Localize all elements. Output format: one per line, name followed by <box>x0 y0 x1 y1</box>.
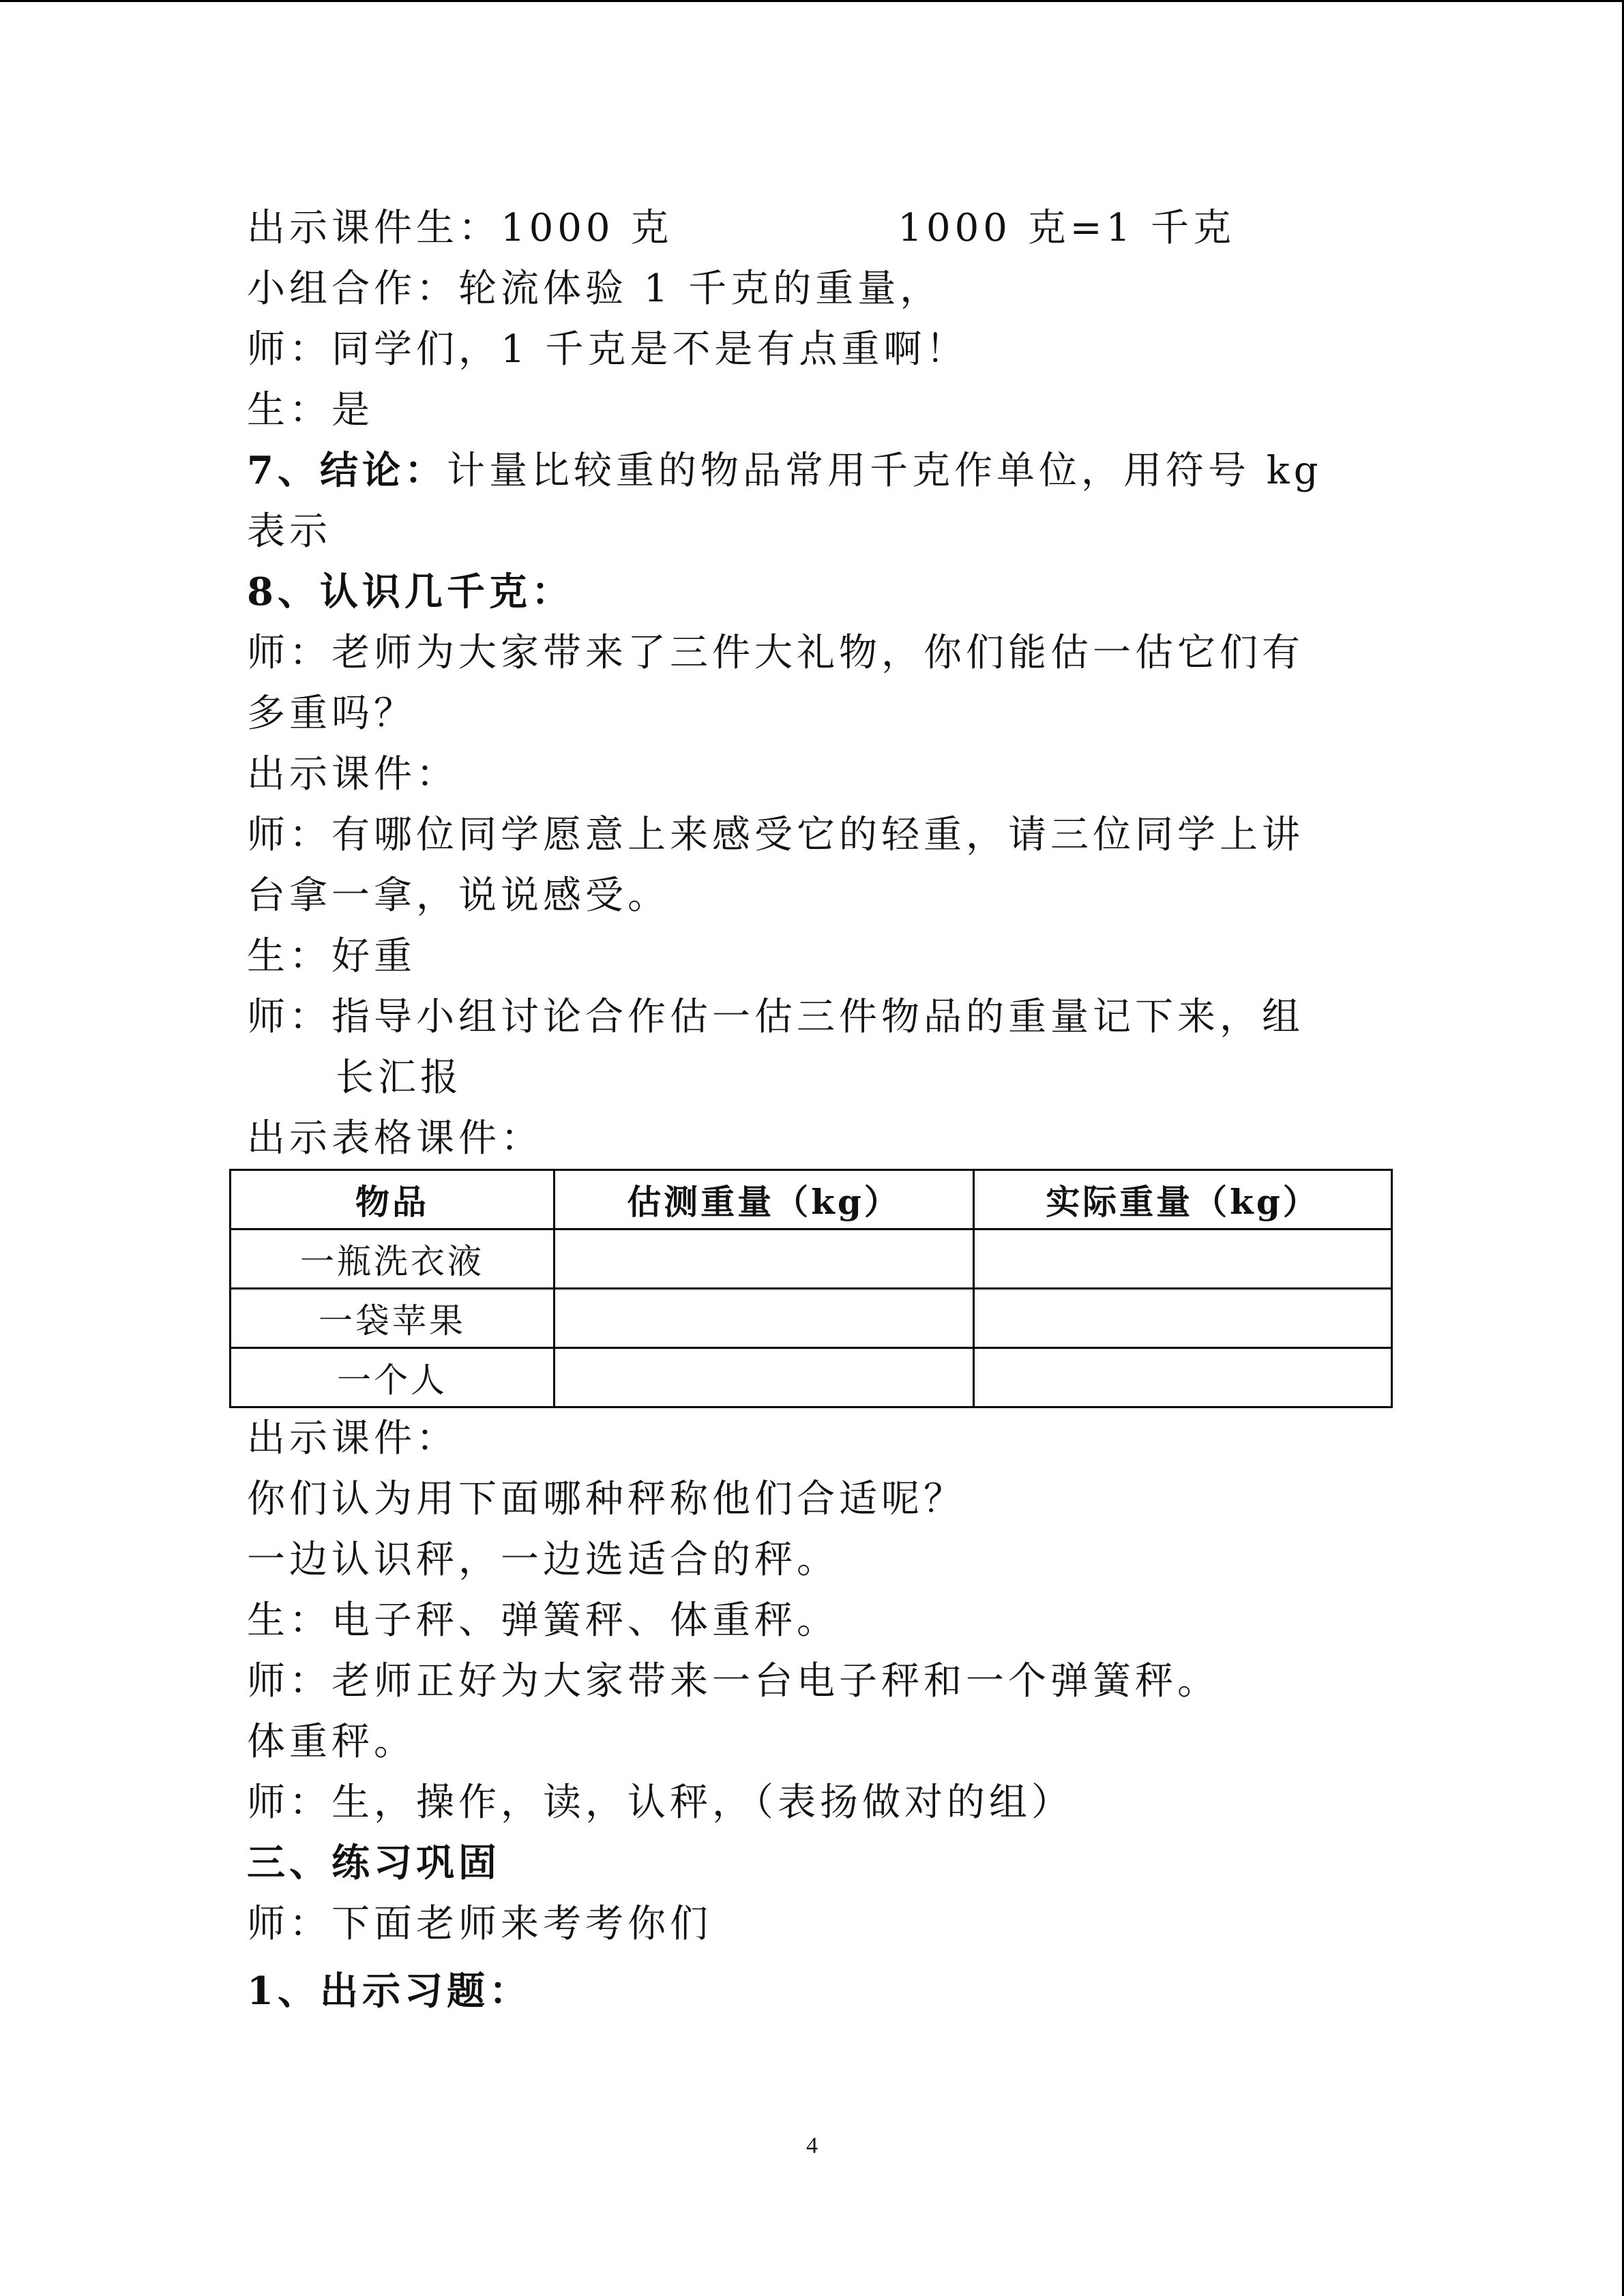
spacer <box>247 1954 1406 1961</box>
courseware-answer: 出示课件生：1000 克 <box>247 206 673 250</box>
table-cell-actual <box>973 1289 1391 1348</box>
section-heading: 三、练习巩固 <box>247 1840 501 1885</box>
text-line: 一边认识秤，一边选适合的秤。 <box>247 1538 839 1582</box>
header-item: 物品 <box>231 1170 555 1229</box>
weight-estimate-table <box>229 1169 1393 1408</box>
table-row <box>231 1348 1392 1407</box>
table-cell-actual <box>973 1229 1391 1289</box>
text-line: 师：下面老师来考考你们 <box>247 1902 712 1946</box>
conclusion-heading: 7、结论： <box>247 448 447 493</box>
top-border-line <box>0 0 1624 2</box>
table-cell-item: 一袋苹果 <box>231 1289 555 1348</box>
header-actual-weight: 实际重量（kg） <box>973 1170 1391 1229</box>
table-row <box>231 1289 1392 1348</box>
table-cell-actual <box>973 1348 1391 1407</box>
conclusion-line <box>247 441 1406 501</box>
table-cell-item: 一瓶洗衣液 <box>231 1229 555 1289</box>
section-heading: 8、认识几千克： <box>247 569 574 614</box>
text-line-indented: 长汇报 <box>336 1056 462 1100</box>
text-line: 师：同学们，1 千克是不是有点重啊！ <box>247 327 969 372</box>
conversion-equation: 1000 克=1 千克 <box>898 206 1235 250</box>
text-line: 生：电子秤、弹簧秤、体重秤。 <box>247 1598 839 1643</box>
text-line <box>247 198 1406 258</box>
text-line: 体重秤。 <box>247 1720 416 1764</box>
table-header-row <box>231 1170 1392 1229</box>
text-line: 师：老师正好为大家带来一台电子秤和一个弹簧秤。 <box>247 1659 1220 1703</box>
text-line: 多重吗？ <box>247 691 416 736</box>
text-line: 台拿一拿，说说感受。 <box>247 874 670 918</box>
table-cell-estimate <box>555 1229 974 1289</box>
text-line: 出示课件： <box>247 1416 458 1461</box>
table-row <box>231 1229 1392 1289</box>
document-body <box>247 198 1406 2022</box>
text-line: 表示 <box>247 509 331 554</box>
header-estimated-weight: 估测重量（kg） <box>555 1170 974 1229</box>
text-line: 师：有哪位同学愿意上来感受它的轻重，请三位同学上讲 <box>247 813 1304 857</box>
text-line: 你们认为用下面哪种秤称他们合适呢？ <box>247 1477 966 1521</box>
conclusion-text: 计量比较重的物品常用千克作单位，用符号 kg <box>446 449 1323 493</box>
text-line: 师：指导小组讨论合作估一估三件物品的重量记下来，组 <box>247 995 1304 1039</box>
text-line: 小组合作：轮流体验 1 千克的重量， <box>247 267 943 311</box>
text-line: 出示表格课件： <box>247 1116 543 1161</box>
text-line: 师：生，操作，读，认秤，（表扬做对的组） <box>247 1780 1074 1825</box>
table-cell-estimate <box>555 1348 974 1407</box>
text-line: 生：好重 <box>247 934 416 979</box>
text-line: 出示课件： <box>247 752 458 796</box>
table-cell-item: 一个人 <box>231 1348 555 1407</box>
page-number: 4 <box>806 2133 818 2158</box>
exercise-heading: 1、出示习题： <box>247 1969 531 2014</box>
table-cell-estimate <box>555 1289 974 1348</box>
text-line: 生：是 <box>247 388 374 432</box>
text-line: 师：老师为大家带来了三件大礼物，你们能估一估它们有 <box>247 631 1304 675</box>
